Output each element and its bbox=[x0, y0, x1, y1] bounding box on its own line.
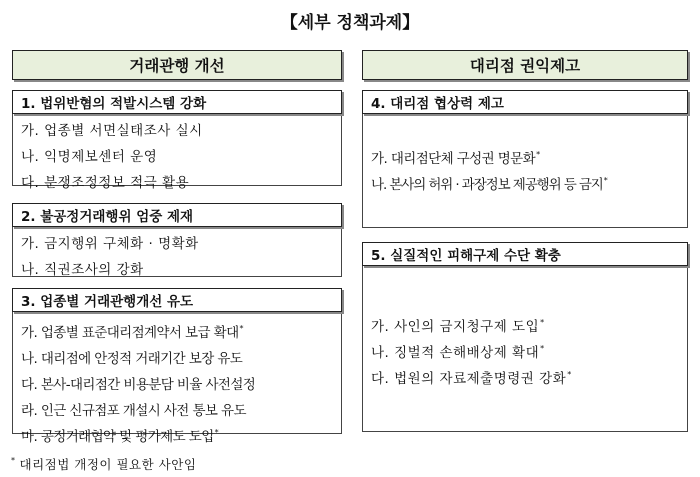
list-item: 나. 본사의 허위 · 과장정보 제공행위 등 금지* bbox=[371, 176, 607, 193]
list-item: 가. 업종별 표준대리점계약서 보급 확대* bbox=[21, 324, 243, 341]
section-5-title: 5. 실질적인 피해구제 수단 확충 bbox=[362, 242, 688, 266]
right-column-header: 대리점 권익제고 bbox=[362, 50, 688, 80]
list-item: 가. 사인의 금지청구제 도입* bbox=[371, 318, 545, 335]
section-4 bbox=[362, 90, 688, 228]
section-1-body bbox=[12, 114, 342, 191]
section-2-title: 2. 불공정거래행위 엄중 제재 bbox=[12, 203, 342, 227]
list-item: 라. 인근 신규점포 개설시 사전 통보 유도 bbox=[21, 403, 246, 419]
list-item: 다. 법원의 자료제출명령권 강화* bbox=[371, 370, 572, 387]
left-column-header: 거래관행 개선 bbox=[12, 50, 342, 80]
section-2-body bbox=[12, 227, 342, 277]
footnote-marker: * bbox=[11, 456, 16, 465]
section-2 bbox=[12, 203, 342, 277]
list-item: 다. 분쟁조정정보 적극 활용 bbox=[21, 175, 190, 191]
list-item: 나. 익명제보센터 운영 bbox=[21, 149, 158, 165]
section-1-title: 1. 법위반혐의 적발시스템 강화 bbox=[12, 90, 342, 114]
list-item: 나. 대리점에 안정적 거래기간 보장 유도 bbox=[21, 351, 243, 367]
footnote bbox=[10, 455, 196, 473]
section-4-body bbox=[362, 114, 688, 228]
list-item: 마. 공정거래협약 및 평가제도 도입* bbox=[21, 428, 219, 445]
list-item: 가. 업종별 서면실태조사 실시 bbox=[21, 123, 203, 139]
page-title: 【세부 정책과제】 bbox=[280, 13, 420, 33]
section-3-body bbox=[12, 312, 342, 445]
list-item: 다. 본사-대리점간 비용분담 비율 사전설정 bbox=[21, 377, 256, 393]
section-5 bbox=[362, 242, 688, 432]
list-item: 가. 금지행위 구체화 · 명확화 bbox=[21, 236, 199, 252]
section-3 bbox=[12, 288, 342, 445]
list-item: 나. 직권조사의 강화 bbox=[21, 262, 144, 278]
section-5-body bbox=[362, 266, 688, 432]
section-1 bbox=[12, 90, 342, 191]
section-4-title: 4. 대리점 협상력 제고 bbox=[362, 90, 688, 114]
section-3-title: 3. 업종별 거래관행개선 유도 bbox=[12, 288, 342, 312]
list-item: 나. 징벌적 손해배상제 확대* bbox=[371, 344, 545, 361]
list-item: 가. 대리점단체 구성권 명문화* bbox=[371, 150, 540, 167]
footnote-text: 대리점법 개정이 필요한 사안임 bbox=[19, 457, 197, 472]
